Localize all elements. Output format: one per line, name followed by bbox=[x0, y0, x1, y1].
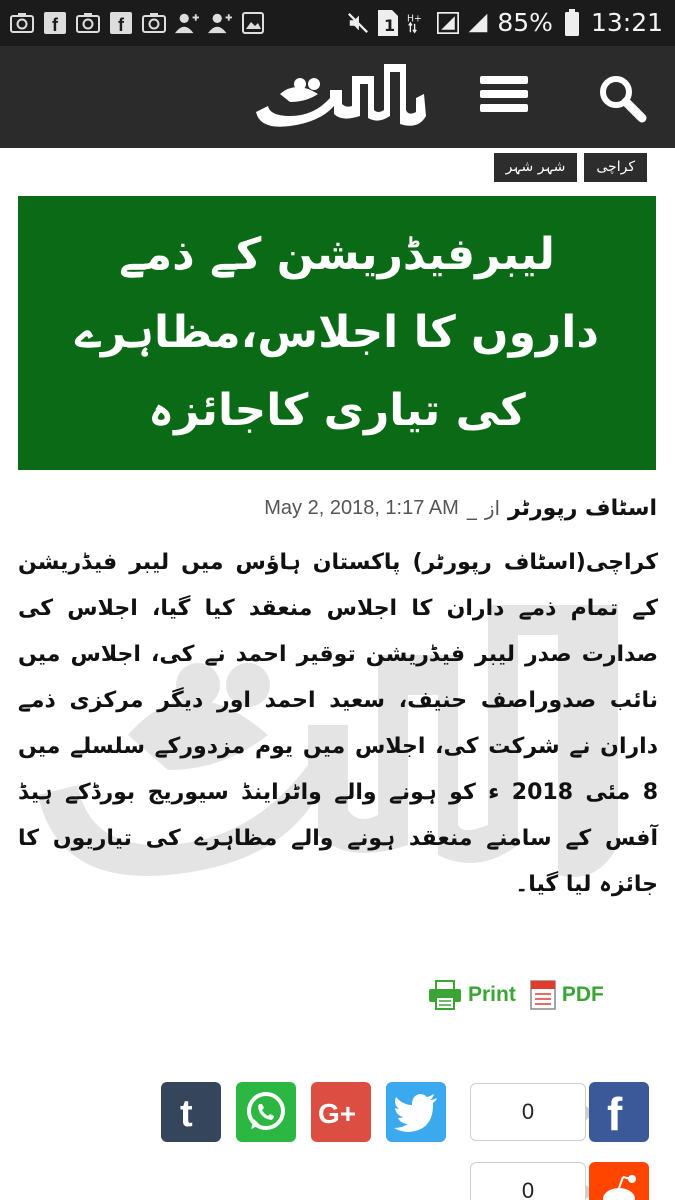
svg-text:f: f bbox=[607, 1090, 623, 1134]
svg-text:G+: G+ bbox=[318, 1098, 357, 1129]
facebook-notification-icon bbox=[43, 11, 67, 35]
facebook-notification-icon bbox=[109, 11, 133, 35]
category-tags bbox=[494, 153, 647, 182]
menu-bar bbox=[480, 90, 528, 98]
svg-text:f: f bbox=[52, 15, 58, 34]
svg-text:1: 1 bbox=[384, 15, 396, 35]
add-person-icon bbox=[208, 11, 232, 35]
menu-bar bbox=[480, 76, 528, 84]
whatsapp-icon bbox=[243, 1089, 289, 1135]
twitter-share-button[interactable] bbox=[386, 1082, 446, 1142]
pdf-button[interactable] bbox=[530, 980, 604, 1010]
add-person-icon bbox=[175, 11, 199, 35]
clock: 13:21 bbox=[590, 8, 663, 37]
whatsapp-share-button[interactable] bbox=[236, 1082, 296, 1142]
svg-text:H+: H+ bbox=[407, 12, 423, 24]
tumblr-share-button[interactable] bbox=[161, 1082, 221, 1142]
googleplus-share-button[interactable] bbox=[311, 1082, 371, 1142]
print-pdf-tools bbox=[428, 980, 604, 1010]
article-meta bbox=[264, 488, 657, 528]
tag-shehr-shehr[interactable]: شہر شہر bbox=[494, 153, 578, 182]
article-title: لیبرفیڈریشن کے ذمے داروں کا اجلاس،مظاہرے کی تیاری کاجائزہ bbox=[75, 229, 599, 436]
facebook-share-count: 0 bbox=[470, 1083, 586, 1141]
tumblr-icon bbox=[176, 1092, 206, 1132]
search-button[interactable] bbox=[598, 74, 648, 124]
signal-icon-2 bbox=[467, 10, 489, 36]
googleplus-icon bbox=[316, 1095, 366, 1129]
meta-separator: _ bbox=[466, 496, 477, 520]
printer-icon bbox=[428, 980, 462, 1010]
site-logo[interactable] bbox=[250, 54, 430, 138]
battery-percent: 85% bbox=[497, 8, 553, 37]
menu-button[interactable] bbox=[480, 76, 528, 120]
reddit-share-count: 0 bbox=[470, 1162, 586, 1200]
article-paragraph: کراچی(اسٹاف رپورٹر) پاکستان ہاؤس میں لیبر فیڈریشن کے تمام ذمے داران کا اجلاس منعقد کیا گیا، اجلاس کی صدارت صدر لیبر فیڈریشن توقیر احمد نے کی، اجلاس میں نائب صدوراصف حنیف، سعید احمد اور دیگر مرکزی ذمے داران نے شرکت کی، اجلاس میں یوم مزدورکے سلسلے میں 8 مئی 2018 ء کو ہونے والے واٹراینڈ سیوریج بورڈکے ہیڈ آفس کے سامنے منعقد ہونے والے مظاہرے کی تیاریوں کا جائزہ لیا گیا۔ bbox=[18, 550, 658, 897]
menu-bar bbox=[480, 104, 528, 112]
tag-karachi[interactable]: کراچی bbox=[584, 153, 647, 182]
reddit-share-button[interactable] bbox=[589, 1162, 649, 1200]
twitter-icon bbox=[393, 1092, 439, 1132]
signal-icon-1 bbox=[437, 10, 459, 36]
author-name[interactable]: اسٹاف رپورٹر bbox=[508, 495, 657, 521]
app-header bbox=[0, 46, 675, 148]
camera-notification-icon bbox=[10, 11, 34, 35]
mute-icon bbox=[347, 10, 369, 36]
svg-text:t: t bbox=[180, 1093, 193, 1132]
camera-notification-icon bbox=[142, 11, 166, 35]
print-label: Print bbox=[468, 983, 516, 1006]
svg-text:f: f bbox=[118, 15, 124, 34]
article-body bbox=[18, 540, 658, 908]
by-label: از bbox=[484, 496, 501, 520]
reddit-icon bbox=[597, 1173, 641, 1200]
pdf-label: PDF bbox=[561, 983, 604, 1006]
notification-icons bbox=[10, 11, 265, 35]
search-icon bbox=[598, 74, 648, 124]
publish-date: May 2, 2018, 1:17 AM bbox=[264, 496, 459, 519]
network-type-icon bbox=[407, 10, 429, 36]
system-status bbox=[347, 8, 663, 37]
article-title-box bbox=[18, 196, 656, 470]
facebook-share-button[interactable] bbox=[589, 1082, 649, 1142]
print-button[interactable] bbox=[428, 980, 516, 1010]
camera-notification-icon bbox=[76, 11, 100, 35]
pdf-icon bbox=[530, 980, 556, 1010]
sim-icon bbox=[377, 10, 399, 36]
facebook-icon bbox=[604, 1090, 634, 1134]
status-bar bbox=[0, 0, 675, 46]
battery-icon bbox=[561, 10, 583, 36]
image-notification-icon bbox=[241, 11, 265, 35]
